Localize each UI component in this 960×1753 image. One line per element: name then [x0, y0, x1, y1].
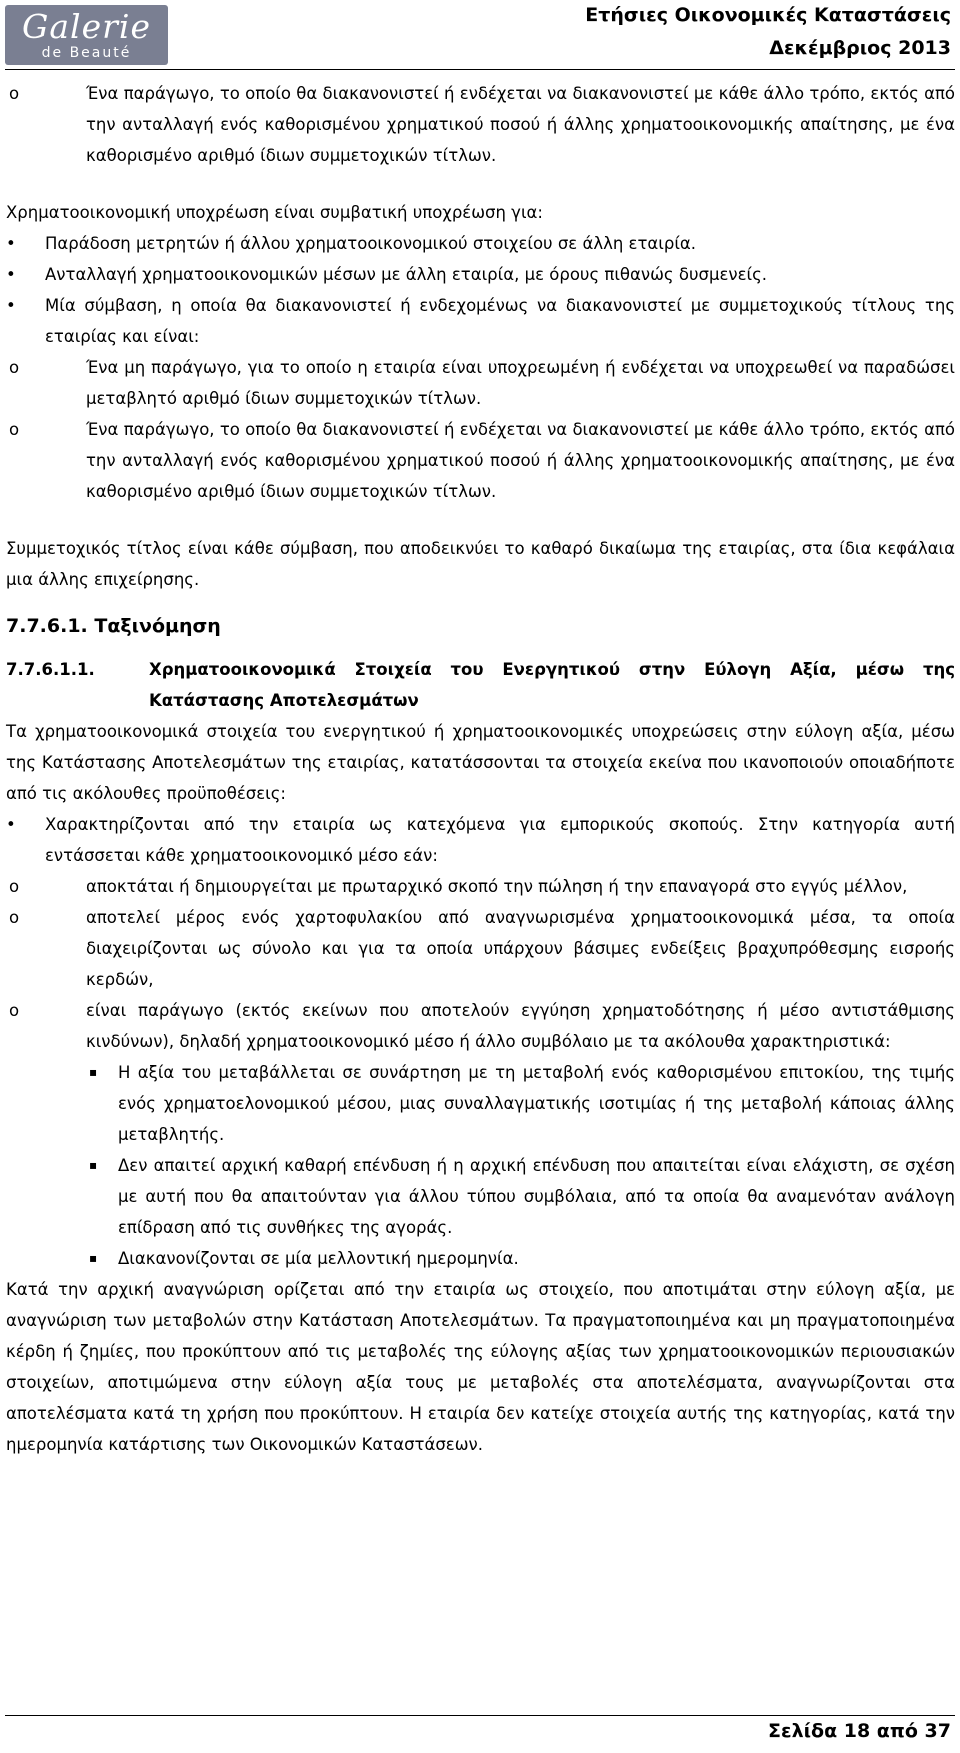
subsection-title: Χρηματοοικονομικά Στοιχεία του Ενεργητικού στην Εύλογη Αξία, μέσω της Κατάστασης Αποτελεσμάτων: [149, 660, 955, 710]
list-item-text: Παράδοση μετρητών ή άλλου χρηματοοικονομικού στοιχείου σε άλλη εταιρία.: [45, 234, 697, 253]
list-item-text: Χαρακτηρίζονται από την εταιρία ως κατεχόμενα για εμπορικούς σκοπούς. Στην κατηγορία αυτή εντάσσεται κάθε χρηματοοικονομικό μέσο εάν:: [45, 815, 955, 865]
dot-bullet-icon: •: [6, 296, 16, 315]
list-item: [6, 1057, 955, 1150]
subsection-intro: Τα χρηματοοικονομικά στοιχεία του ενεργητικού ή χρηματοοικονομικές υποχρεώσεις στην εύλογη αξία, μέσω της Κατάστασης Αποτελεσμάτων της εταιρίας, κατατάσσονται τα στοιχεία εκείνα που ικανοποιούν οποιαδήποτε από τις ακόλουθες προϋποθέσεις:: [6, 722, 955, 803]
circle-bullet-icon: o: [9, 84, 20, 103]
page-header: [0, 0, 960, 72]
list-item-text: Η αξία του μεταβάλλεται σε συνάρτηση με τη μεταβολή ενός καθορισμένου επιτοκίου, της τιμής ενός χρηματοελονομικού μέσου, μιας συναλλαγματικής ισοτιμίας ή της μεταβολή κάποιας άλλης μεταβλητής.: [118, 1063, 955, 1144]
section-heading: 7.7.6.1. Ταξινόμηση: [6, 615, 221, 637]
list-item: [6, 902, 955, 995]
list-item: [6, 995, 955, 1057]
list-item: [6, 1243, 955, 1274]
dot-bullet-icon: •: [6, 815, 16, 834]
liability-intro: Χρηματοοικονομική υποχρέωση είναι συμβατική υποχρέωση για:: [6, 203, 543, 222]
page-body: [6, 78, 955, 1460]
list-item-text: Ένα μη παράγωγο, για το οποίο η εταιρία είναι υποχρεωμένη ή ενδέχεται να υποχρεωθεί να παραδώσει μεταβλητό αριθμό ίδιων συμμετοχικών τίτλων.: [86, 358, 955, 408]
circle-bullet-icon: o: [9, 877, 20, 896]
list-item: [6, 809, 955, 871]
equity-paragraph: Συμμετοχικός τίτλος είναι κάθε σύμβαση, που αποδεικνύει το καθαρό δικαίωμα της εταιρίας, στα ίδια κεφάλαια μια άλλης επιχείρησης.: [6, 539, 955, 589]
closing-paragraph: Κατά την αρχική αναγνώριση ορίζεται από την εταιρία ως στοιχείο, που αποτιμάται στην εύλογη αξία, με αναγνώριση των μεταβολών στην Κατάσταση Αποτελεσμάτων. Τα πραγματοποιημένα και μη πραγματοποιημένα κέρδη ή ζημίες, που προκύπτουν από τις μεταβολές της εύλογης αξίας των χρηματοοικονομικών περιουσιακών στοιχείων, αποτιμώμενα στην εύλογη αξία τους με μεταβολές στα αποτελέσματα, αναγνωρίζονται στα αποτελέσματα κατά τη χρήση που προκύπτουν. Η εταιρία δεν κατείχε στοιχεία αυτής της κατηγορίας, κατά την ημερομηνία κατάρτισης των Οικονομικών Καταστάσεων.: [6, 1280, 955, 1454]
list-item: [6, 871, 955, 902]
list-item: [6, 352, 955, 414]
list-item-text: Ένα παράγωγο, το οποίο θα διακανονιστεί ή ενδέχεται να διακανονιστεί με κάθε άλλο τρόπο, εκτός από την ανταλλαγή ενός καθορισμένου χρηματικού ποσού ή άλλης χρηματοοικονομικής απαίτησης, με ένα καθορισμένο αριθμό ίδιων συμμετοχικών τίτλων.: [86, 84, 955, 165]
list-item: [6, 414, 955, 507]
subsection-number: 7.7.6.1.1.: [6, 660, 95, 679]
header-divider: [5, 69, 955, 70]
circle-bullet-icon: o: [9, 420, 20, 439]
subsection-heading: [6, 654, 955, 716]
dot-bullet-icon: •: [6, 234, 16, 253]
footer-divider: [5, 1715, 955, 1716]
square-bullet-icon: ▪: [89, 1158, 98, 1172]
square-bullet-icon: ▪: [89, 1251, 98, 1265]
list-item-text: αποκτάται ή δημιουργείται με πρωταρχικό σκοπό την πώληση ή την επαναγορά στο εγγύς μέλλον,: [86, 877, 908, 896]
list-item: [6, 228, 955, 259]
list-item-text: Ανταλλαγή χρηματοοικονομικών μέσων με άλλη εταιρία, με όρους πιθανώς δυσμενείς.: [45, 265, 768, 284]
list-item: [6, 78, 955, 171]
logo-main-text: Galerie: [22, 7, 151, 46]
dot-bullet-icon: •: [6, 265, 16, 284]
document-date: Δεκέμβριος 2013: [769, 37, 951, 59]
circle-bullet-icon: o: [9, 908, 20, 927]
list-item-text: αποτελεί μέρος ενός χαρτοφυλακίου από αναγνωρισμένα χρηματοοικονομικά μέσα, τα οποία διαχειρίζονται ως σύνολο και για τα οποία υπάρχουν βάσιμες ενδείξεις βραχυπρόθεσμης εισροής κερδών,: [86, 908, 955, 989]
list-item-text: είναι παράγωγο (εκτός εκείνων που αποτελούν εγγύηση χρηματοδότησης ή μέσο αντιστάθμισης κινδύνων), δηλαδή χρηματοοικονομικό μέσο ή άλλο συμβόλαιο με τα ακόλουθα χαρακτηριστικά:: [86, 1001, 955, 1051]
list-item-text: Διακανονίζονται σε μία μελλοντική ημερομηνία.: [118, 1249, 519, 1268]
square-bullet-icon: ▪: [89, 1065, 98, 1079]
document-title: Ετήσιες Οικονομικές Καταστάσεις: [585, 4, 951, 26]
circle-bullet-icon: o: [9, 1001, 20, 1020]
list-item: [6, 259, 955, 290]
page-number: Σελίδα 18 από 37: [768, 1720, 951, 1742]
list-item-text: Ένα παράγωγο, το οποίο θα διακανονιστεί ή ενδέχεται να διακανονιστεί με κάθε άλλο τρόπο, εκτός από την ανταλλαγή ενός καθορισμένου χρηματικού ποσού ή άλλης χρηματοοικονομικής απαίτησης, με ένα καθορισμένο αριθμό ίδιων συμμετοχικών τίτλων.: [86, 420, 955, 501]
company-logo: [5, 5, 168, 65]
circle-bullet-icon: o: [9, 358, 20, 377]
list-item-text: Δεν απαιτεί αρχική καθαρή επένδυση ή η αρχική επένδυση που απαιτείται είναι ελάχιστη, σε σχέση με αυτή που θα απαιτούνταν για άλλου τύπου συμβόλαια, από τα οποία θα αναμενόταν ανάλογη επίδραση από τις συνθήκες της αγοράς.: [118, 1156, 955, 1237]
logo-sub-text: de Beauté: [41, 45, 132, 61]
list-item-text: Μία σύμβαση, η οποία θα διακανονιστεί ή ενδεχομένως να διακανονιστεί με συμμετοχικούς τίτλους της εταιρίας και είναι:: [45, 296, 955, 346]
list-item: [6, 290, 955, 352]
list-item: [6, 1150, 955, 1243]
